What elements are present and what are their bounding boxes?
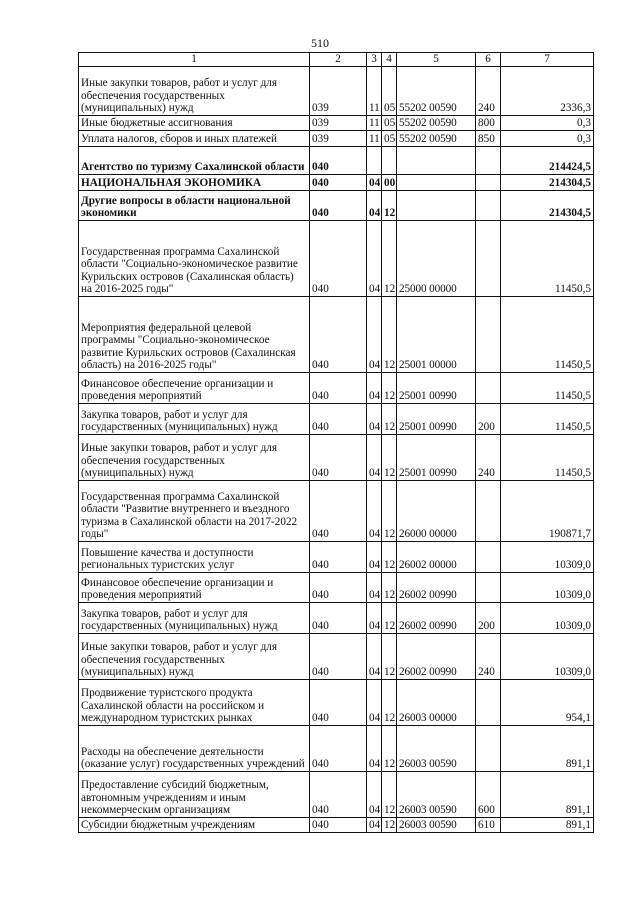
page-number: 510 <box>311 36 329 50</box>
agency-code-cell: 040 <box>310 541 367 572</box>
target-article-cell <box>397 146 476 174</box>
agency-code-cell: 040 <box>310 372 367 403</box>
row-name-cell: Государственная программа Сахалинской области "Развитие внутреннего и въездного туризма в Сахалинской области на 2017-2022 годы" <box>79 480 310 541</box>
agency-code-cell: 040 <box>310 403 367 434</box>
target-article-cell: 26003 00590 <box>397 817 476 832</box>
subsection-code-cell: 12 <box>382 817 397 832</box>
amount-cell: 214304,5 <box>501 174 594 190</box>
table-row <box>79 146 594 174</box>
target-article-cell: 26002 00990 <box>397 602 476 633</box>
subsection-code-cell: 05 <box>382 115 397 130</box>
section-code-cell: 04 <box>367 403 382 434</box>
expense-type-cell <box>476 220 501 296</box>
row-name-cell: Повышение качества и доступности региональных туристских услуг <box>79 541 310 572</box>
amount-cell: 2336,3 <box>501 66 594 115</box>
expense-type-cell <box>476 572 501 602</box>
row-name-cell: Агентство по туризму Сахалинской области <box>79 146 310 174</box>
amount-cell: 190871,7 <box>501 480 594 541</box>
agency-code-cell: 040 <box>310 817 367 832</box>
subsection-code-cell: 05 <box>382 130 397 146</box>
target-article-cell: 26003 00590 <box>397 725 476 771</box>
row-name-cell: Продвижение туристского продукта Сахалинской области на российском и международном туристских рынках <box>79 679 310 725</box>
expense-type-cell <box>476 679 501 725</box>
row-name-cell: Иные закупки товаров, работ и услуг для обеспечения государственных (муниципальных) нужд <box>79 66 310 115</box>
row-name-cell: Субсидии бюджетным учреждениям <box>79 817 310 832</box>
row-name-cell: Иные закупки товаров, работ и услуг для обеспечения государственных (муниципальных) нужд <box>79 633 310 679</box>
agency-code-cell: 040 <box>310 434 367 480</box>
table-row <box>79 725 594 771</box>
agency-code-cell: 040 <box>310 174 367 190</box>
amount-cell: 214424,5 <box>501 146 594 174</box>
row-name-cell: Закупка товаров, работ и услуг для государственных (муниципальных) нужд <box>79 403 310 434</box>
subsection-code-cell: 12 <box>382 771 397 817</box>
amount-cell: 11450,5 <box>501 434 594 480</box>
section-code-cell: 04 <box>367 480 382 541</box>
row-name-cell: Государственная программа Сахалинской области "Социально-экономическое развитие Курильских островов (Сахалинская область) на 2016-2025 годы" <box>79 220 310 296</box>
table-row <box>79 572 594 602</box>
section-code-cell: 04 <box>367 602 382 633</box>
subsection-code-cell: 12 <box>382 190 397 220</box>
expense-type-cell <box>476 372 501 403</box>
expense-type-cell <box>476 541 501 572</box>
table-row <box>79 633 594 679</box>
amount-cell: 11450,5 <box>501 372 594 403</box>
agency-code-cell: 039 <box>310 66 367 115</box>
subsection-code-cell: 12 <box>382 679 397 725</box>
table-row <box>79 817 594 832</box>
amount-cell: 10309,0 <box>501 572 594 602</box>
subsection-code-cell: 12 <box>382 372 397 403</box>
target-article-cell: 26000 00000 <box>397 480 476 541</box>
section-code-cell: 04 <box>367 725 382 771</box>
expense-type-cell: 600 <box>476 771 501 817</box>
expense-type-cell: 800 <box>476 115 501 130</box>
column-header-row <box>79 53 594 67</box>
target-article-cell: 26002 00990 <box>397 572 476 602</box>
table-row <box>79 66 594 115</box>
subsection-code-cell: 12 <box>382 296 397 372</box>
subsection-code-cell: 12 <box>382 725 397 771</box>
subsection-code-cell: 12 <box>382 541 397 572</box>
section-code-cell: 04 <box>367 541 382 572</box>
row-name-cell: Расходы на обеспечение деятельности (оказание услуг) государственных учреждений <box>79 725 310 771</box>
table-row <box>79 174 594 190</box>
column-header: 2 <box>310 53 367 67</box>
target-article-cell: 25001 00990 <box>397 372 476 403</box>
agency-code-cell: 040 <box>310 220 367 296</box>
row-name-cell: Мероприятия федеральной целевой программы "Социально-экономическое развитие Курильских островов (Сахалинская область) на 2016-2025 годы" <box>79 296 310 372</box>
agency-code-cell: 040 <box>310 602 367 633</box>
target-article-cell: 26003 00000 <box>397 679 476 725</box>
row-name-cell: Финансовое обеспечение организации и проведения мероприятий <box>79 372 310 403</box>
target-article-cell: 25001 00990 <box>397 403 476 434</box>
table-row <box>79 220 594 296</box>
subsection-code-cell: 12 <box>382 633 397 679</box>
target-article-cell: 25001 00990 <box>397 434 476 480</box>
expense-type-cell: 200 <box>476 602 501 633</box>
target-article-cell: 55202 00590 <box>397 115 476 130</box>
column-header: 6 <box>476 53 501 67</box>
column-header: 7 <box>501 53 594 67</box>
column-header: 5 <box>397 53 476 67</box>
expense-type-cell: 610 <box>476 817 501 832</box>
target-article-cell: 26003 00590 <box>397 771 476 817</box>
agency-code-cell: 040 <box>310 771 367 817</box>
amount-cell: 891,1 <box>501 725 594 771</box>
expense-type-cell: 850 <box>476 130 501 146</box>
section-code-cell: 04 <box>367 174 382 190</box>
section-code-cell: 11 <box>367 115 382 130</box>
amount-cell: 10309,0 <box>501 541 594 572</box>
amount-cell: 891,1 <box>501 771 594 817</box>
table-row <box>79 403 594 434</box>
target-article-cell: 55202 00590 <box>397 66 476 115</box>
expense-type-cell <box>476 725 501 771</box>
expense-type-cell: 200 <box>476 403 501 434</box>
row-name-cell: Закупка товаров, работ и услуг для государственных (муниципальных) нужд <box>79 602 310 633</box>
amount-cell: 0,3 <box>501 115 594 130</box>
subsection-code-cell: 00 <box>382 174 397 190</box>
row-name-cell: Уплата налогов, сборов и иных платежей <box>79 130 310 146</box>
row-name-cell: НАЦИОНАЛЬНАЯ ЭКОНОМИКА <box>79 174 310 190</box>
table-row <box>79 296 594 372</box>
table-row <box>79 602 594 633</box>
target-article-cell: 26002 00990 <box>397 633 476 679</box>
section-code-cell: 04 <box>367 190 382 220</box>
target-article-cell <box>397 174 476 190</box>
table-row <box>79 771 594 817</box>
target-article-cell: 25001 00000 <box>397 296 476 372</box>
expense-type-cell <box>476 480 501 541</box>
table-row <box>79 679 594 725</box>
agency-code-cell: 039 <box>310 115 367 130</box>
section-code-cell: 04 <box>367 220 382 296</box>
row-name-cell: Другие вопросы в области национальной экономики <box>79 190 310 220</box>
row-name-cell: Иные закупки товаров, работ и услуг для обеспечения государственных (муниципальных) нужд <box>79 434 310 480</box>
amount-cell: 954,1 <box>501 679 594 725</box>
section-code-cell: 04 <box>367 679 382 725</box>
agency-code-cell: 039 <box>310 130 367 146</box>
section-code-cell: 04 <box>367 296 382 372</box>
section-code-cell: 04 <box>367 633 382 679</box>
column-header: 1 <box>79 53 310 67</box>
row-name-cell: Предоставление субсидий бюджетным, автономным учреждениям и иным некоммерческим организациям <box>79 771 310 817</box>
subsection-code-cell: 12 <box>382 572 397 602</box>
expense-type-cell: 240 <box>476 633 501 679</box>
expense-type-cell: 240 <box>476 434 501 480</box>
amount-cell: 214304,5 <box>501 190 594 220</box>
row-name-cell: Финансовое обеспечение организации и проведения мероприятий <box>79 572 310 602</box>
table-row <box>79 541 594 572</box>
table-row <box>79 480 594 541</box>
amount-cell: 11450,5 <box>501 403 594 434</box>
agency-code-cell: 040 <box>310 633 367 679</box>
target-article-cell <box>397 190 476 220</box>
section-code-cell <box>367 146 382 174</box>
table-row <box>79 434 594 480</box>
agency-code-cell: 040 <box>310 480 367 541</box>
agency-code-cell: 040 <box>310 725 367 771</box>
expense-type-cell <box>476 190 501 220</box>
agency-code-cell: 040 <box>310 679 367 725</box>
agency-code-cell: 040 <box>310 296 367 372</box>
row-name-cell: Иные бюджетные ассигнования <box>79 115 310 130</box>
amount-cell: 11450,5 <box>501 220 594 296</box>
target-article-cell: 25000 00000 <box>397 220 476 296</box>
subsection-code-cell: 05 <box>382 66 397 115</box>
expense-type-cell <box>476 174 501 190</box>
amount-cell: 0,3 <box>501 130 594 146</box>
subsection-code-cell: 12 <box>382 220 397 296</box>
subsection-code-cell <box>382 146 397 174</box>
expense-type-cell: 240 <box>476 66 501 115</box>
section-code-cell: 04 <box>367 817 382 832</box>
column-header: 3 <box>367 53 382 67</box>
subsection-code-cell: 12 <box>382 602 397 633</box>
section-code-cell: 11 <box>367 130 382 146</box>
subsection-code-cell: 12 <box>382 434 397 480</box>
amount-cell: 891,1 <box>501 817 594 832</box>
table-row <box>79 372 594 403</box>
table-row <box>79 190 594 220</box>
budget-table <box>78 52 594 833</box>
amount-cell: 11450,5 <box>501 296 594 372</box>
expense-type-cell <box>476 146 501 174</box>
section-code-cell: 11 <box>367 66 382 115</box>
amount-cell: 10309,0 <box>501 633 594 679</box>
amount-cell: 10309,0 <box>501 602 594 633</box>
target-article-cell: 55202 00590 <box>397 130 476 146</box>
agency-code-cell: 040 <box>310 190 367 220</box>
subsection-code-cell: 12 <box>382 403 397 434</box>
target-article-cell: 26002 00000 <box>397 541 476 572</box>
section-code-cell: 04 <box>367 572 382 602</box>
table-row <box>79 115 594 130</box>
subsection-code-cell: 12 <box>382 480 397 541</box>
table-row <box>79 130 594 146</box>
section-code-cell: 04 <box>367 434 382 480</box>
section-code-cell: 04 <box>367 771 382 817</box>
agency-code-cell: 040 <box>310 146 367 174</box>
section-code-cell: 04 <box>367 372 382 403</box>
column-header: 4 <box>382 53 397 67</box>
expense-type-cell <box>476 296 501 372</box>
agency-code-cell: 040 <box>310 572 367 602</box>
